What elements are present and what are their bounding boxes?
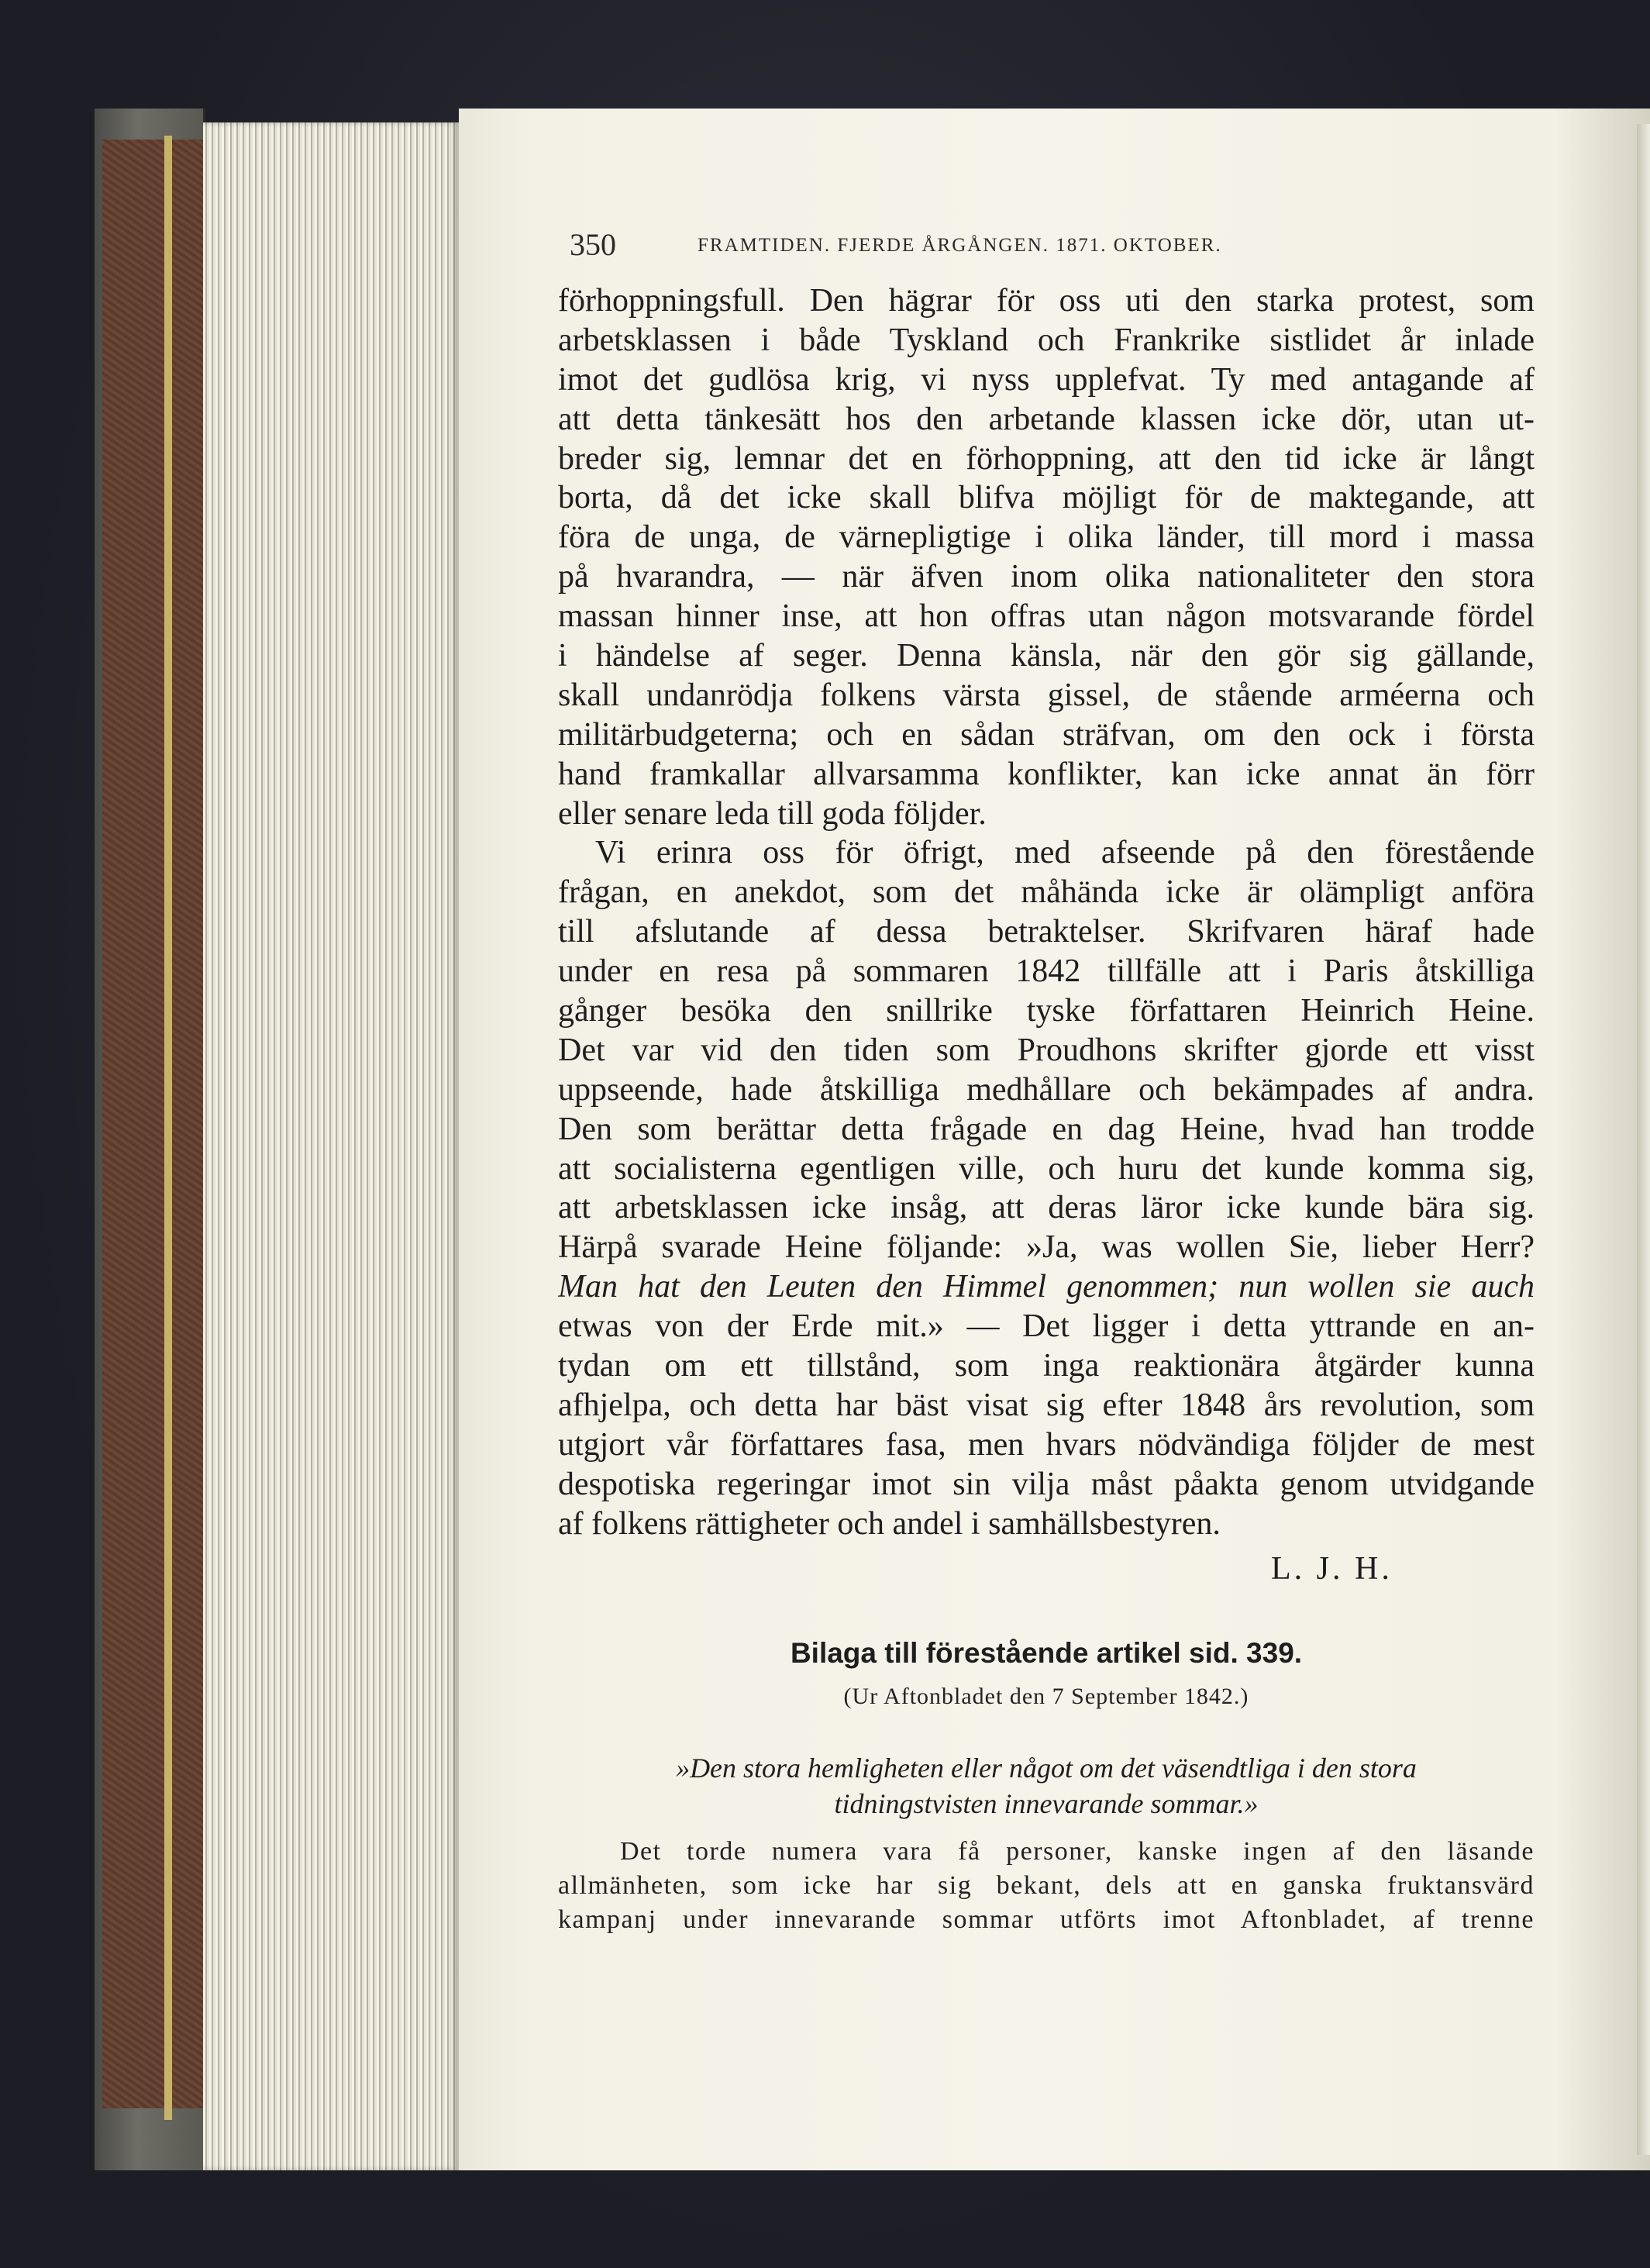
text-line: afhjelpa, och detta har bäst visat sig efter 1848 års revolution, som xyxy=(558,1387,1535,1423)
text-line: Man hat den Leuten den Himmel genommen; nun wollen sie auch xyxy=(558,1269,1535,1305)
text-line: till afslutande af dessa betraktelser. Skrifvaren häraf hade xyxy=(558,914,1535,950)
text-line: imot det gudlösa krig, vi nyss upplefvat. Ty med antagande af xyxy=(558,361,1535,398)
text-line: militärbudgeterna; och en sådan sträfvan, om den ock i första xyxy=(558,716,1535,753)
appendix-source: (Ur Aftonbladet den 7 September 1842.) xyxy=(843,1684,1249,1709)
text-line: att socialisterna egentligen ville, och huru det kunde komma sig, xyxy=(558,1150,1535,1187)
text-line: i händelse af seger. Denna känsla, när den gör sig gällande, xyxy=(558,638,1535,674)
text-line: allmänheten, som icke har sig bekant, dels att en ganska fruktansvärd xyxy=(558,1871,1535,1900)
text-line: etwas von der Erde mit.» — Det ligger i detta yttrande en an- xyxy=(558,1308,1535,1345)
text-line: frågan, en anekdot, som det måhända icke är olämpligt anföra xyxy=(558,874,1535,911)
text-line: Härpå svarade Heine följande: »Ja, was wollen Sie, lieber Herr? xyxy=(558,1229,1535,1266)
text-line: utgjort vår författares fasa, men hvars nödvändiga följder de mest xyxy=(558,1426,1535,1463)
text-line: att detta tänkesätt hos den arbetande klassen icke dör, utan ut- xyxy=(558,401,1535,437)
gilt-edge xyxy=(164,136,172,2120)
appendix-text xyxy=(558,1835,1535,1937)
text-line: gånger besöka den snillrike tyske författaren Heinrich Heine. xyxy=(558,993,1535,1029)
running-title: FRAMTIDEN. FJERDE ÅRGÅNGEN. 1871. OKTOBER. xyxy=(698,235,1222,256)
text-line: Det torde numera vara få personer, kanske ingen af den läsande xyxy=(620,1837,1535,1866)
text-line: borta, då det icke skall blifva möjligt för de maktegande, att xyxy=(558,480,1535,516)
text-line: att arbetsklassen icke insåg, att deras läror icke kunde bära sig. xyxy=(558,1190,1535,1226)
text-line: Den som berättar detta frågade en dag Heine, hvad han trodde xyxy=(558,1111,1535,1147)
text-line: Det var vid den tiden som Proudhons skrifter gjorde ett visst xyxy=(558,1032,1535,1068)
text-line: Vi erinra oss för öfrigt, med afseende på den förestående xyxy=(595,835,1535,871)
appendix-quote xyxy=(543,1750,1550,1822)
text-line: arbetsklassen i både Tyskland och Frankrike sistlidet år inlade xyxy=(558,322,1535,358)
text-line: hand framkallar allvarsamma konflikter, kan icke annat än förr xyxy=(558,756,1535,792)
text-line: kampanj under innevarande sommar utförts imot Aftonbladet, af trenne xyxy=(558,1905,1535,1934)
quote-line: tidningstvisten innevarande sommar.» xyxy=(834,1788,1259,1819)
page-number: 350 xyxy=(570,227,616,262)
text-line: skall undanrödja folkens värsta gissel, de stående arméerna och xyxy=(558,677,1535,713)
appendix-heading: Bilaga till förestående artikel sid. 339. xyxy=(790,1637,1303,1669)
book-spine-leather xyxy=(102,140,206,2108)
text-line: under en resa på sommaren 1842 tillfälle att i Paris åtskilliga xyxy=(558,953,1535,990)
running-header xyxy=(570,226,1523,265)
text-line: tydan om ett tillstånd, som inga reaktionära åtgärder kunna xyxy=(558,1348,1535,1384)
page-stack-edges xyxy=(203,122,459,2170)
facing-page-edge xyxy=(1637,124,1650,2155)
text-line: uppseende, hade åtskilliga medhållare och bekämpades af andra. xyxy=(558,1071,1535,1108)
text-line: eller senare leda till goda följder. xyxy=(558,795,987,832)
text-line: af folkens rättigheter och andel i samhällsbestyren. xyxy=(558,1505,1221,1542)
text-line: despotiska regeringar imot sin vilja måst påakta genom utvidgande xyxy=(558,1466,1535,1502)
text-line: föra de unga, de värnepligtige i olika länder, till mord i massa xyxy=(558,519,1535,556)
author-signature: L. J. H. xyxy=(1271,1551,1393,1587)
text-line: på hvarandra, — när äfven inom olika nationaliteter den stora xyxy=(558,559,1535,595)
quote-line: »Den stora hemligheten eller något om det väsendtliga i den stora xyxy=(676,1753,1417,1784)
article-body xyxy=(558,281,1535,1544)
text-line: förhoppningsfull. Den hägrar för oss uti den starka protest, som xyxy=(558,283,1535,319)
text-line: massan hinner inse, att hon offras utan någon motsvarande fördel xyxy=(558,598,1535,635)
text-line: breder sig, lemnar det en förhoppning, att den tid icke är långt xyxy=(558,440,1535,477)
